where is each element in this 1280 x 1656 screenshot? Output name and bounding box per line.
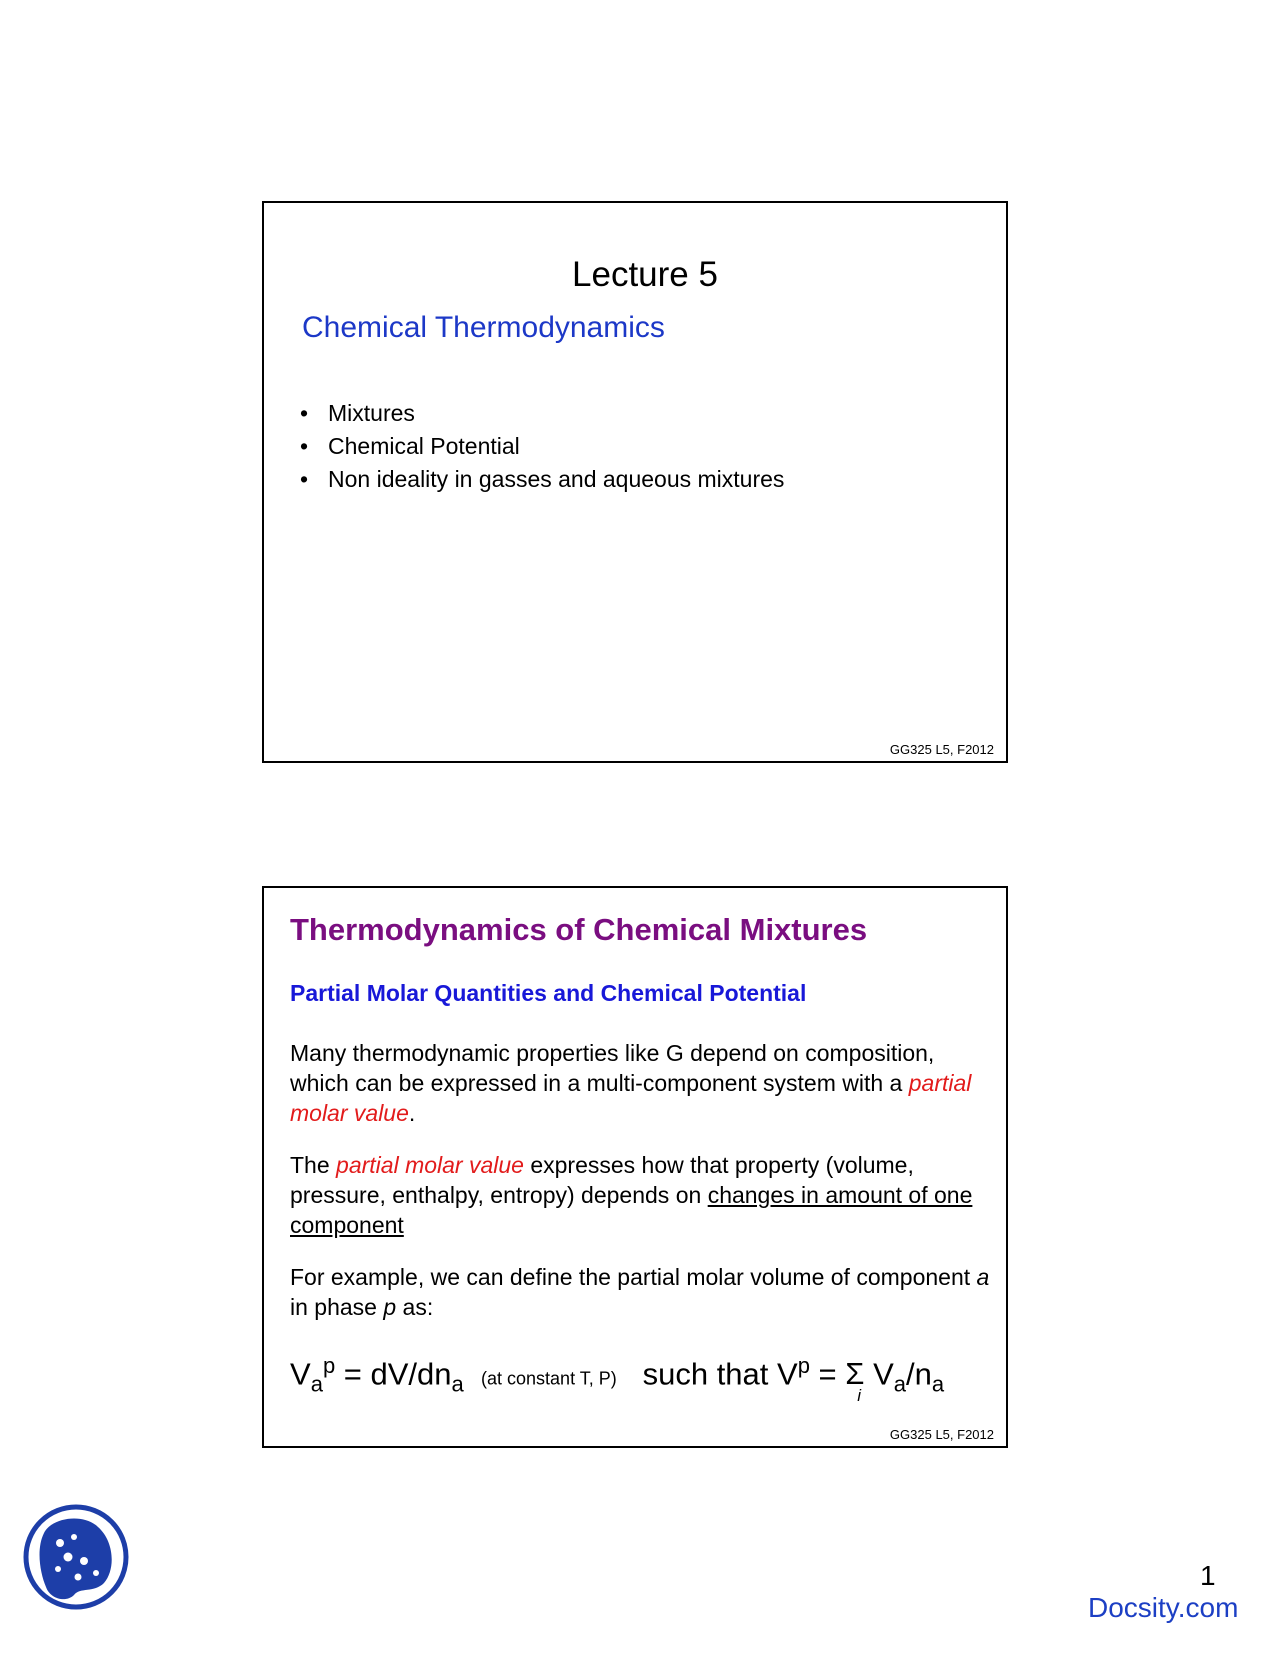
slide-1 (262, 201, 1008, 763)
eq-subscript: a (931, 1371, 945, 1397)
eq-superscript: p (322, 1353, 336, 1378)
highlight-term: partial molar value (290, 1070, 972, 1126)
slide-footer: GG325 L5, F2012 (889, 1427, 994, 1442)
eq-subscript: a (451, 1371, 464, 1397)
eq-text: such that V (642, 1356, 798, 1392)
brand-link[interactable]: Docsity.com (1088, 1592, 1239, 1623)
paragraph-3 (290, 1262, 990, 1322)
eq-symbol: V (290, 1356, 311, 1392)
bullet-item: • Mixtures (300, 397, 784, 430)
eq-subscript: a (893, 1371, 906, 1397)
eq-text: /n (906, 1356, 932, 1392)
paragraph-text: For example, we can define the partial molar volume of component (290, 1264, 977, 1290)
eq-superscript: p (797, 1353, 810, 1378)
slide-title: Thermodynamics of Chemical Mixtures (290, 912, 868, 947)
slide-2 (262, 886, 1008, 1448)
bullet-item: • Non ideality in gasses and aqueous mixtures (300, 463, 784, 496)
page-number: 1 (1200, 1560, 1216, 1591)
slide-title: Lecture 5 (572, 255, 718, 294)
equation (290, 1353, 945, 1406)
paragraph-text: Many thermodynamic properties like G depend on composition, which can be expressed in a multi-component system with a (290, 1040, 935, 1096)
bullet-list (300, 397, 784, 496)
eq-text: = (809, 1356, 846, 1392)
slide-subtitle: Partial Molar Quantities and Chemical Potential (290, 980, 807, 1006)
sigma-glyph: Σ (845, 1356, 865, 1392)
bullet-item: • Chemical Potential (300, 430, 784, 463)
highlight-term: partial molar value (336, 1152, 524, 1178)
paragraph-text: in phase (290, 1294, 384, 1320)
eq-symbol: V (864, 1356, 894, 1392)
paragraph-text: expresses how that property (volume, pressure, enthalpy, entropy) depends on (290, 1152, 914, 1208)
slide-subtitle: Chemical Thermodynamics (302, 311, 665, 344)
paragraph-1 (290, 1038, 990, 1128)
paragraph-text: as: (396, 1294, 434, 1320)
docsity-logo-icon (22, 1503, 130, 1611)
sigma-index: i (857, 1386, 862, 1406)
sigma-symbol (845, 1356, 865, 1406)
eq-subscript: a (310, 1371, 323, 1397)
eq-text: = dV/dn (335, 1356, 452, 1392)
slide-footer: GG325 L5, F2012 (889, 742, 994, 757)
underlined-text: changes in amount of one component (290, 1182, 973, 1238)
paragraph-text: . (408, 1100, 416, 1126)
eq-note: (at constant T, P) (481, 1368, 617, 1389)
variable-a: a (976, 1264, 990, 1290)
paragraph-text: The (290, 1152, 337, 1178)
paragraph-2 (290, 1150, 990, 1240)
variable-p: p (383, 1294, 397, 1320)
